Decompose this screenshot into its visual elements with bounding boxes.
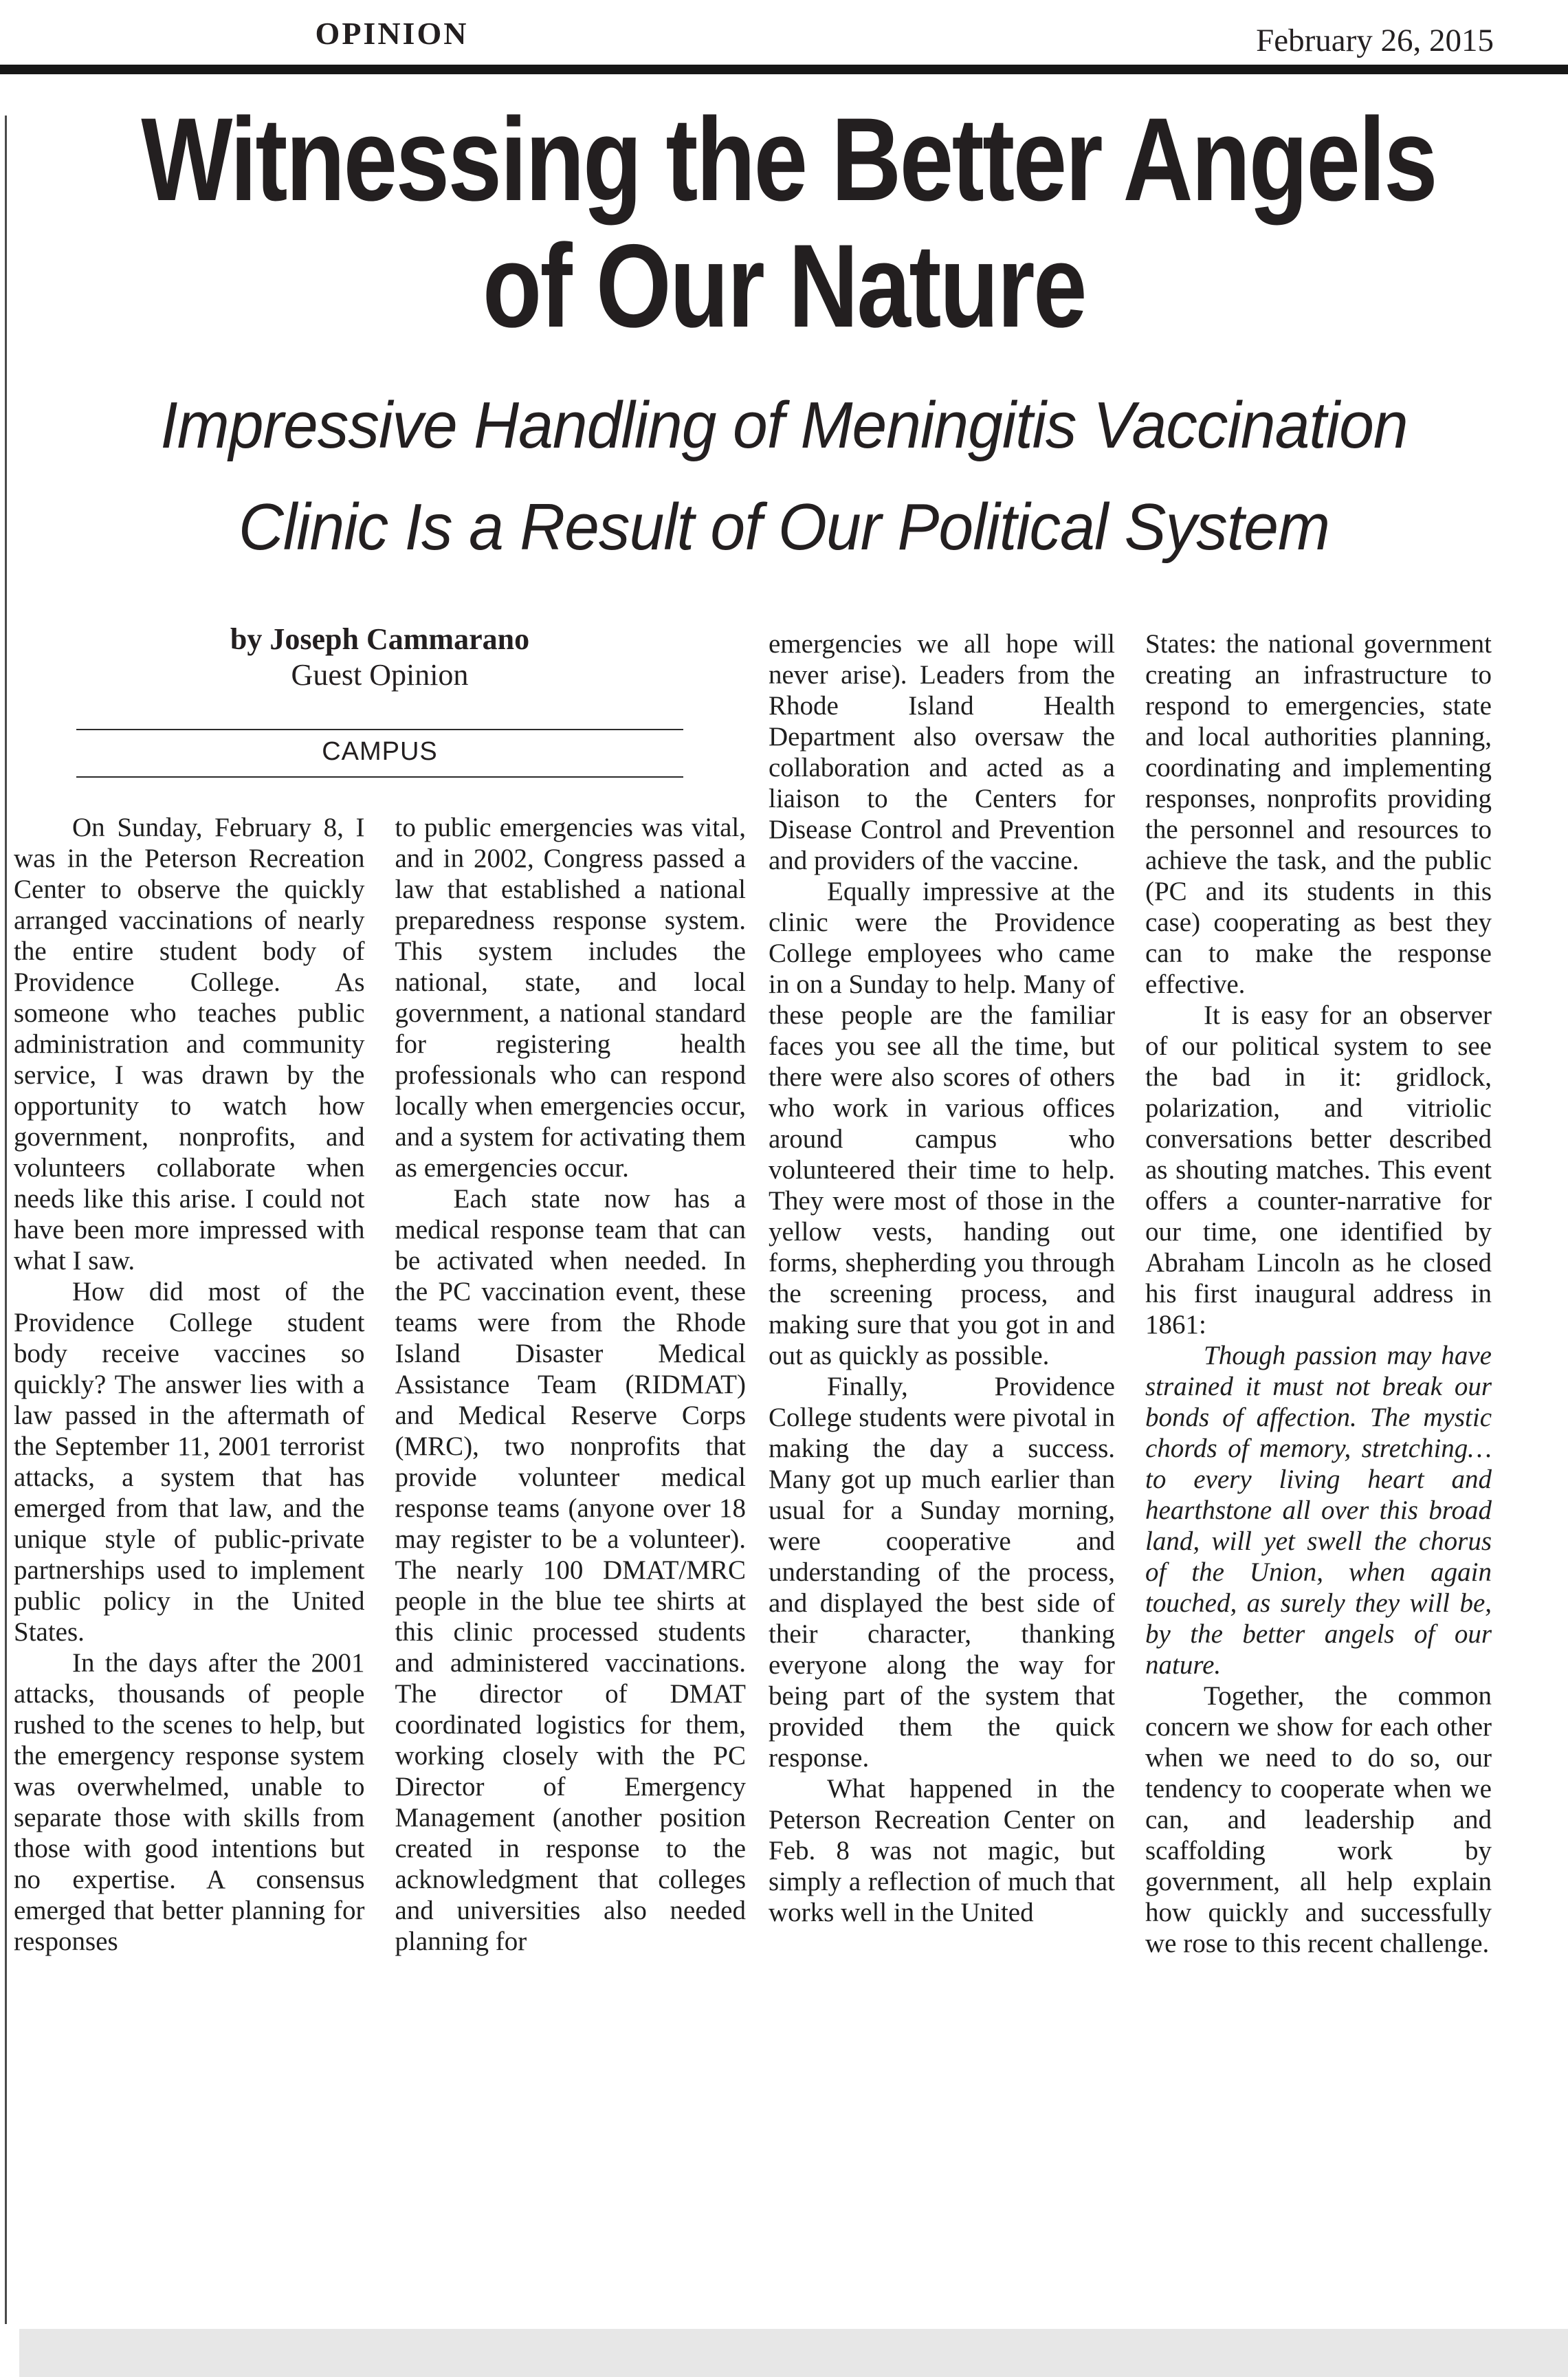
headline-line-2: of Our Nature: [482, 220, 1085, 352]
columns-1-2: [14, 812, 746, 2304]
section-label-box: [76, 729, 684, 778]
article-paragraph: How did most of the Providence College student body receive vaccines so quickly? The answer lies with a law passed in the aftermath of the September 11, 2001 terrorist attacks, a system that has emerged from that law, and the unique style of public-private partnerships used to implement public policy in the United States.: [14, 1277, 365, 1647]
text-column-1: [14, 812, 365, 2304]
section-header: OPINION: [315, 16, 469, 51]
section-label: CAMPUS: [322, 737, 438, 766]
article-subheadline: [39, 375, 1529, 578]
subheadline-line-2: Clinic Is a Result of Our Political System: [238, 490, 1330, 564]
text-column-4: [1145, 628, 1492, 2316]
headline-line-1: Witnessing the Better Angels: [141, 94, 1437, 226]
article-paragraph: It is easy for an observer of our political system to see the bad in it: gridlock, polarization, and vitriolic conversations better described as shouting matches. This event offers a counter-narrative for our time, one identified by Abraham Lincoln as he closed his first inaugural address in 1861:: [1145, 1000, 1492, 1339]
article-body: [14, 619, 1492, 2327]
article-paragraph: In the days after the 2001 attacks, thousands of people rushed to the scenes to help, but the emergency response system was overwhelmed, unable to separate those with skills from those with good intentions but no expertise. A consensus emerged that better planning for responses: [14, 1648, 365, 1956]
article-paragraph: Though passion may have strained it must not break our bonds of affection. The mystic chords of memory, stretching… to every living heart and hearthstone all over this broad land, will yet swell the chorus of the Union, when again touched, as surely they will be, by the better angels of our nature.: [1145, 1341, 1492, 1680]
article-paragraph: Finally, Providence College students were pivotal in making the day a success. Many got up much earlier than usual for a Sunday morning, were cooperative and understanding of the process, and displayed the best side of their character, thanking everyone along the way for being part of the system that provided them the quick response.: [769, 1372, 1115, 1773]
article-paragraph: On Sunday, February 8, I was in the Peterson Recreation Center to observe the quickly arranged vaccinations of nearly the entire student body of Providence College. As someone who teaches public administration and community service, I was drawn by the opportunity to watch how government, nonprofits, and volunteers collaborate when needs like this arise. I could not have been more impressed with what I saw.: [14, 813, 365, 1275]
footer-strip: [19, 2329, 1568, 2377]
subheadline-line-1: Impressive Handling of Meningitis Vaccination: [160, 388, 1408, 462]
article-paragraph: Equally impressive at the clinic were the Providence College employees who came in on a Sunday to help. Many of these people are the familiar faces you see all the time, but there were also scores of others who work in various offices around campus who volunteered their time to help. They were most of those in the yellow vests, handing out forms, shepherding you through the screening process, and making sure that you got in and out as quickly as possible.: [769, 877, 1115, 1370]
article-paragraph: States: the national government creating an infrastructure to respond to emergencies, state and local authorities planning, coordinating and implementing responses, nonprofits providing the personnel and resources to achieve the task, and the public (PC and its students in this case) cooperating as best they can to make the response effective.: [1145, 629, 1492, 999]
left-half: [14, 619, 746, 2327]
article-paragraph: to public emergencies was vital, and in 2002, Congress passed a law that established a national preparedness response system. This system includes the national, state, and local government, a national standard for registering health professionals who can respond locally when emergencies occur, and a system for activating them as emergencies occur.: [395, 813, 746, 1183]
text-column-3: [769, 628, 1115, 2316]
text-column-2: [395, 812, 747, 2304]
left-column-rule: [5, 116, 7, 2324]
byline-block: [14, 619, 746, 693]
article-paragraph: What happened in the Peterson Recreation Center on Feb. 8 was not magic, but simply a reflection of much that works well in the United: [769, 1774, 1115, 1927]
article-paragraph: emergencies we all hope will never arise). Leaders from the Rhode Island Health Department also oversaw the collaboration and acted as a liaison to the Centers for Disease Control and Prevention and providers of the vaccine.: [769, 629, 1115, 875]
article-paragraph: Each state now has a medical response team that can be activated when needed. In the PC vaccination event, these teams were from the Rhode Island Disaster Medical Assistance Team (RIDMAT) and Medical Reserve Corps (MRC), two nonprofits that provide volunteer medical response teams (anyone over 18 may register to be a volunteer). The nearly 100 DMAT/MRC people in the blue tee shirts at this clinic processed students and administered vaccinations. The director of DMAT coordinated logistics for them, working closely with the PC Director of Emergency Management (another position created in response to the acknowledgment that colleges and universities also needed planning for: [395, 1184, 746, 1956]
byline-role: Guest Opinion: [291, 658, 469, 692]
masthead-divider-bar: [0, 65, 1568, 74]
right-half: [769, 619, 1492, 2327]
article-paragraph: Together, the common concern we show for each other when we need to do so, our tendency to cooperate when we can, and leadership and scaffolding work by government, all help explain how quickly and successfully we rose to this recent challenge.: [1145, 1681, 1492, 1958]
columns-3-4: [769, 628, 1492, 2316]
article-headline: [141, 94, 1437, 352]
page-date: February 26, 2015: [1256, 23, 1494, 58]
byline: by Joseph Cammarano: [230, 622, 530, 656]
